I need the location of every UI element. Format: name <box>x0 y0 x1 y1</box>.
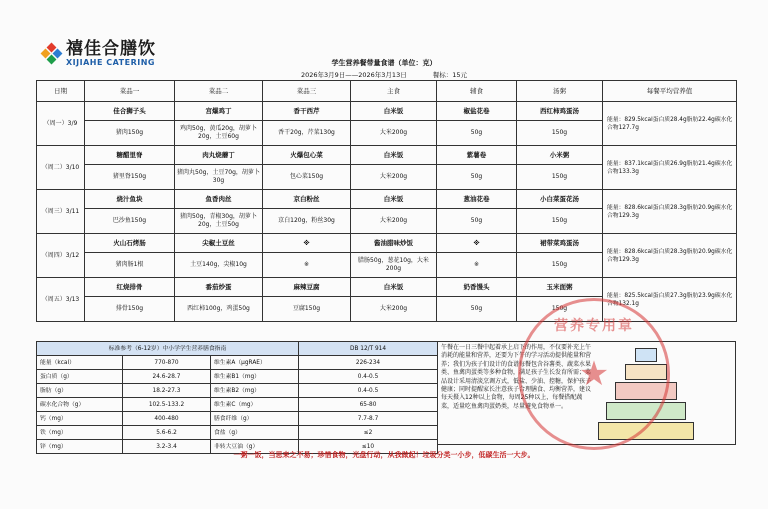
nutrient-name: 膳食纤维（g） <box>211 412 299 426</box>
nutrient-name: 维生素B1（mg） <box>211 370 299 384</box>
dish-amount: 150g <box>517 297 603 322</box>
dish-name: 红烧排骨 <box>85 278 175 297</box>
dish-amount: 鸡肉50g，黄瓜20g，胡萝卜20g，土豆60g <box>175 121 263 146</box>
dish-amount: 50g <box>437 297 517 322</box>
dish-amount: 大米200g <box>351 297 437 322</box>
day-date: （周五）3/13 <box>37 278 85 322</box>
dish-amount: 香干20g，芹菜130g <box>263 121 351 146</box>
nutrient-range: 226-234 <box>299 356 438 370</box>
standard-title: 标准参考（6-12岁）中小学学生营养膳食指南 <box>37 342 299 356</box>
brand-name: 禧佳合膳饮 <box>66 39 156 59</box>
day-date: （周二）3/10 <box>37 146 85 190</box>
dish-amount: 大米200g <box>351 165 437 190</box>
nutrient-range: 5.6-6.2 <box>123 426 211 440</box>
standard-table <box>36 341 438 454</box>
dish-amount: 50g <box>437 209 517 234</box>
nutrient-name: 碳水化合物（g） <box>37 398 123 412</box>
nutrient-range: 65-80 <box>299 398 438 412</box>
nutrient-name: 维生素A（μgRAE） <box>211 356 299 370</box>
dish-name: 火爆包心菜 <box>263 146 351 165</box>
dish-name: 椒盐花卷 <box>437 102 517 121</box>
dish-amount: 猪肉150g <box>85 121 175 146</box>
menu-header-cell: 菜品一 <box>85 81 175 102</box>
standard-row <box>37 426 438 440</box>
standard-code: DB 12/T 914 <box>299 342 438 356</box>
dish-amount: 猪肉丸50g，土豆70g，胡萝卜30g <box>175 165 263 190</box>
dish-name: 奶香馒头 <box>437 278 517 297</box>
dish-amount: ※ <box>437 253 517 278</box>
dish-name: 小米粥 <box>517 146 603 165</box>
nutrient-range: ≤2 <box>299 426 438 440</box>
dish-name: 西红柿鸡蛋汤 <box>517 102 603 121</box>
dish-name: ※ <box>437 234 517 253</box>
nutrient-name: 能量（kcal） <box>37 356 123 370</box>
day-date: （周三）3/11 <box>37 190 85 234</box>
standard-header-row <box>37 342 438 356</box>
dish-amount: 腊肠50g，葱花10g，大米200g <box>351 253 437 278</box>
dish-name: 肉丸烧蘑丁 <box>175 146 263 165</box>
nutrient-name: 维生素B2（mg） <box>211 384 299 398</box>
dish-name: 白米饭 <box>351 102 437 121</box>
dish-amount: 土豆140g，尖椒10g <box>175 253 263 278</box>
dish-name: ※ <box>263 234 351 253</box>
meal-price: 餐标：15元 <box>432 71 468 79</box>
nutrient-name: 铁（mg） <box>37 426 123 440</box>
dish-name: 葱油花卷 <box>437 190 517 209</box>
dish-name: 宫爆鸡丁 <box>175 102 263 121</box>
standard-row <box>37 356 438 370</box>
guidance-text: 午餐在一日三餐中起着承上启下的作用，不仅要补充上午消耗的能量和营养，还要为下午的学习活动提供能量和营养；我们为孩子们设计的食谱每餐包含谷薯类、蔬菜水果类、鱼禽肉蛋类等多种食物，满足孩子生长发育所需；菜品设计采用清淡烹调方式，低盐、少油、控糖，保护孩子健康；同时提醒家长注意孩子合理膳食、均衡营养，建议每天摄入12种以上食物，每周25种以上，每餐搭配蔬菜，适量吃鱼禽肉蛋奶类，尽量避免食物单一。 <box>441 344 592 410</box>
menu-dish-row <box>37 102 737 121</box>
dish-amount: 50g <box>437 121 517 146</box>
date-line <box>0 70 768 79</box>
nutrient-name: 食盐（g） <box>211 426 299 440</box>
nutrient-range: 24.6-28.7 <box>123 370 211 384</box>
menu-header-cell: 日期 <box>37 81 85 102</box>
menu-header-cell: 菜品二 <box>175 81 263 102</box>
dish-name: 玉米面粥 <box>517 278 603 297</box>
dish-amount: 包心菜150g <box>263 165 351 190</box>
nutrition-value: 能量：825.5kcal蛋白质27.3g脂肪23.9g碳水化合物132.1g <box>603 278 737 322</box>
dish-name: 裙带菜鸡蛋汤 <box>517 234 603 253</box>
menu-header-cell: 菜品三 <box>263 81 351 102</box>
menu-dish-row <box>37 190 737 209</box>
dish-amount: ※ <box>263 253 351 278</box>
nutrient-name: 锌（mg） <box>37 440 123 454</box>
stamp-text: 营养专用章 <box>554 318 634 334</box>
menu-header-cell: 主食 <box>351 81 437 102</box>
nutrient-range: 400-480 <box>123 412 211 426</box>
standard-row <box>37 398 438 412</box>
menu-body <box>37 102 737 322</box>
dish-amount: 巴沙鱼150g <box>85 209 175 234</box>
dish-name: 香干西芹 <box>263 102 351 121</box>
date-range: 2026年3月9日——2026年3月13日 <box>300 71 407 79</box>
dish-amount: 京白120g，粉丝30g <box>263 209 351 234</box>
standard-row <box>37 412 438 426</box>
dish-name: 鱼香肉丝 <box>175 190 263 209</box>
dish-amount: 大米200g <box>351 209 437 234</box>
nutrient-range: ≤10 <box>299 440 438 454</box>
nutrient-name: 钙（mg） <box>37 412 123 426</box>
day-date: （周四）3/12 <box>37 234 85 278</box>
dish-name: 火山石烤肠 <box>85 234 175 253</box>
nutrient-range: 3.2-3.4 <box>123 440 211 454</box>
dish-amount: 排骨150g <box>85 297 175 322</box>
menu-dish-row <box>37 234 737 253</box>
dish-name: 糖醋里脊 <box>85 146 175 165</box>
slogan: 一粥一饭，当思来之不易；珍惜食物，光盘行动，从我做起！垃圾分类一小步，低碳生活一大步。 <box>233 451 535 459</box>
nutrient-name: 非转大豆油（g） <box>211 440 299 454</box>
dish-name: 尖椒土豆丝 <box>175 234 263 253</box>
dish-amount: 150g <box>517 209 603 234</box>
nutrient-range: 102.5-133.2 <box>123 398 211 412</box>
dish-name: 紫薯卷 <box>437 146 517 165</box>
dish-name: 麻辣豆腐 <box>263 278 351 297</box>
page-title: 学生营养餐带量食谱（单位：克） <box>331 59 437 67</box>
menu-header-row <box>37 81 737 102</box>
nutrition-value: 能量：828.6kcal蛋白质28.3g脂肪20.9g碳水化合物129.3g <box>603 190 737 234</box>
menu-header-cell: 每餐平均营养值 <box>603 81 737 102</box>
menu-header-cell: 辅食 <box>437 81 517 102</box>
menu-header-cell: 汤粥 <box>517 81 603 102</box>
standard-body <box>37 342 438 454</box>
dish-amount: 150g <box>517 121 603 146</box>
dish-name: 烧汁鱼块 <box>85 190 175 209</box>
dish-name: 番茄炒蛋 <box>175 278 263 297</box>
nutrient-name: 蛋白质（g） <box>37 370 123 384</box>
nutrient-range: 18.2-27.3 <box>123 384 211 398</box>
dish-amount: 150g <box>517 165 603 190</box>
menu-dish-row <box>37 278 737 297</box>
dish-name: 佳合狮子头 <box>85 102 175 121</box>
dish-amount: 150g <box>517 253 603 278</box>
official-stamp <box>518 298 670 450</box>
nutrient-range: 0.4-0.5 <box>299 370 438 384</box>
dish-amount: 猪肉50g，青椒30g，胡萝卜20g，土豆50g <box>175 209 263 234</box>
brand-name-en: XIJIAHE CATERING <box>66 58 155 67</box>
standard-row <box>37 370 438 384</box>
nutrition-value: 能量：828.6kcal蛋白质28.3g脂肪20.9g碳水化合物129.3g <box>603 234 737 278</box>
dish-name: 白米饭 <box>351 278 437 297</box>
dish-amount: 50g <box>437 165 517 190</box>
nutrition-value: 能量：829.5kcal蛋白质28.4g脂肪22.4g碳水化合物127.7g <box>603 102 737 146</box>
dish-amount: 豆腐150g <box>263 297 351 322</box>
dish-name: 小白菜蛋花汤 <box>517 190 603 209</box>
standard-row <box>37 384 438 398</box>
dish-name: 白米饭 <box>351 190 437 209</box>
dish-amount: 大米200g <box>351 121 437 146</box>
dish-amount: 猪里脊150g <box>85 165 175 190</box>
dish-name: 京白粉丝 <box>263 190 351 209</box>
stamp-star-icon: ★ <box>578 354 610 394</box>
dish-amount: 猪肉肠1根 <box>85 253 175 278</box>
nutrition-value: 能量：837.1kcal蛋白质26.9g脂肪21.4g碳水化合物133.3g <box>603 146 737 190</box>
dish-name: 白米饭 <box>351 146 437 165</box>
menu-dish-row <box>37 146 737 165</box>
dish-amount: 西红柿100g，鸡蛋50g <box>175 297 263 322</box>
dish-name: 酱油腊味炒饭 <box>351 234 437 253</box>
day-date: （周一）3/9 <box>37 102 85 146</box>
menu-table <box>36 80 737 322</box>
nutrient-range: 770-870 <box>123 356 211 370</box>
nutrient-range: 0.4-0.5 <box>299 384 438 398</box>
nutrient-name: 维生素C（mg） <box>211 398 299 412</box>
nutrient-range: 7.7-8.7 <box>299 412 438 426</box>
nutrient-name: 脂肪（g） <box>37 384 123 398</box>
